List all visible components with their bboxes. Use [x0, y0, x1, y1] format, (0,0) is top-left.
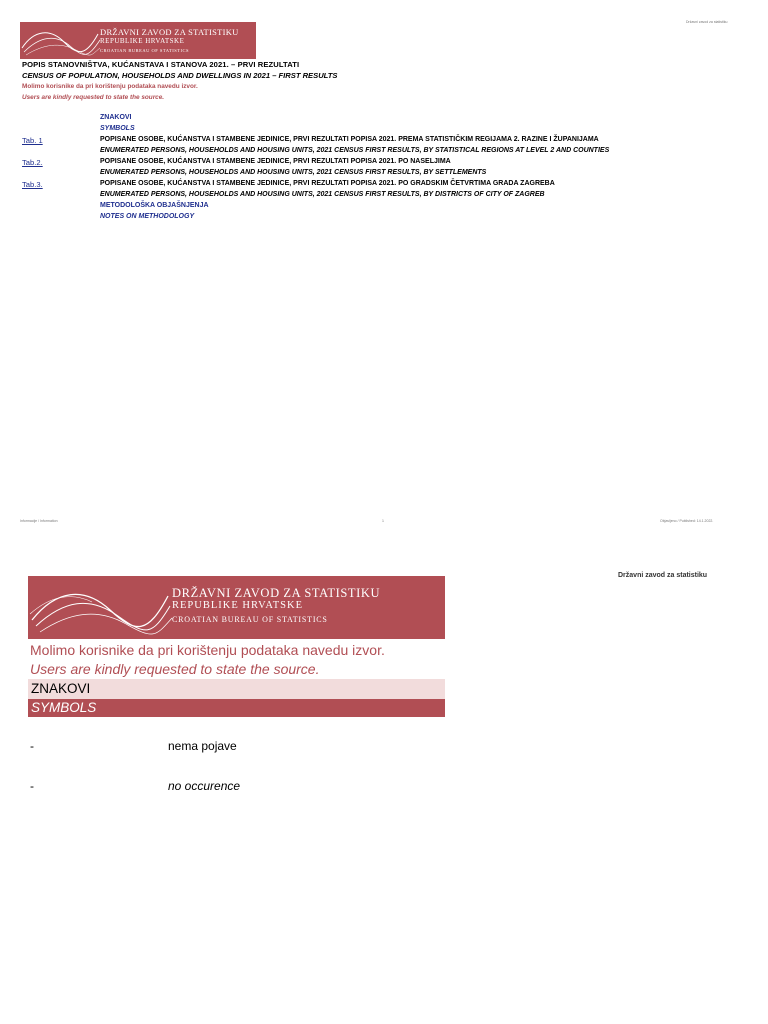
znakovi-heading: [28, 679, 445, 699]
toc-tab1-title-hr: POPISANE OSOBE, KUĆANSTVA I STAMBENE JEDINICE, PRVI REZULTATI POPISA 2021. PREMA STATISTIČKIM REGIJAMA 2. RAZINE I ŽUPANIJAMA: [100, 136, 599, 143]
toc-symbols-link[interactable]: SYMBOLS: [100, 125, 135, 132]
page1-header-right: Državni zavod za statistiku: [686, 20, 728, 24]
toc-tab2-title-hr: POPISANE OSOBE, KUĆANSTVA I STAMBENE JEDINICE, PRVI REZULTATI POPISA 2021. PO NASELJIMA: [100, 158, 451, 165]
toc-tab3-link[interactable]: Tab.3.: [22, 180, 43, 189]
toc-tab3-title-en: ENUMERATED PERSONS, HOUSEHOLDS AND HOUSING UNITS, 2021 CENSUS FIRST RESULTS, BY DISTRICTS OF CITY OF ZAGREB: [100, 191, 545, 198]
page1-title-hr: POPIS STANOVNIŠTVA, KUĆANSTAVA I STANOVA 2021. – PRVI REZULTATI: [22, 60, 300, 69]
toc-methodology-en-link[interactable]: NOTES ON METHODOLOGY: [100, 213, 195, 220]
toc-tab1-link[interactable]: Tab. 1: [22, 136, 43, 145]
logo-line2: REPUBLIKE HRVATSKE: [100, 37, 185, 45]
page1-logo: [20, 22, 256, 59]
banner-line2: REPUBLIKE HRVATSKE: [172, 600, 304, 611]
symbols-heading: [28, 699, 445, 717]
page2-source-note-hr: Molimo korisnike da pri korištenju podataka navedu izvor.: [30, 642, 385, 658]
logo-line1: DRŽAVNI ZAVOD ZA STATISTIKU: [100, 27, 239, 37]
page2-logo-banner: [28, 576, 445, 639]
banner-line3: CROATIAN BUREAU OF STATISTICS: [172, 615, 328, 624]
page1-source-note-hr: Molimo korisnike da pri korištenju podataka navedu izvor.: [22, 83, 198, 90]
page1-source-note-en: Users are kindly requested to state the source.: [22, 94, 165, 101]
legend-text-en: no occurence: [168, 779, 241, 793]
page1-title-en: CENSUS OF POPULATION, HOUSEHOLDS AND DWELLINGS IN 2021 – FIRST RESULTS: [22, 71, 338, 80]
page2-header-right: Državni zavod za statistiku: [618, 572, 708, 579]
toc-znakovi-link[interactable]: ZNAKOVI: [100, 114, 132, 121]
banner-line1: DRŽAVNI ZAVOD ZA STATISTIKU: [172, 586, 381, 600]
legend-symbol: -: [30, 739, 34, 753]
znakovi-heading-text: ZNAKOVI: [31, 681, 91, 696]
toc-tab2-link[interactable]: Tab.2.: [22, 158, 43, 167]
toc-tab3-title-hr: POPISANE OSOBE, KUĆANSTVA I STAMBENE JEDINICE, PRVI REZULTATI POPISA 2021. PO GRADSKIM ČETVRTIMA GRADA ZAGREBA: [100, 180, 555, 187]
page1-footer-left: Informacije / Information: [20, 519, 58, 523]
symbols-heading-text: SYMBOLS: [31, 700, 97, 715]
toc-methodology-hr-link[interactable]: METODOLOŠKA OBJAŠNJENJA: [100, 202, 209, 209]
logo-line3: CROATIAN BUREAU OF STATISTICS: [100, 48, 190, 53]
page1-footer-right: Objavljeno / Published: 14.1.2022.: [660, 519, 714, 523]
toc-tab2-title-en: ENUMERATED PERSONS, HOUSEHOLDS AND HOUSING UNITS, 2021 CENSUS FIRST RESULTS, BY SETTLEMENTS: [100, 169, 487, 176]
legend-text-hr: nema pojave: [168, 739, 237, 753]
toc-tab1-title-en: ENUMERATED PERSONS, HOUSEHOLDS AND HOUSING UNITS, 2021 CENSUS FIRST RESULTS, BY STATISTICAL REGIONS AT LEVEL 2 AND COUNTIES: [100, 147, 610, 154]
page2-source-note-en: Users are kindly requested to state the source.: [30, 661, 320, 677]
legend-symbol: -: [30, 779, 34, 793]
page1-footer-page-number: 1: [382, 519, 384, 523]
